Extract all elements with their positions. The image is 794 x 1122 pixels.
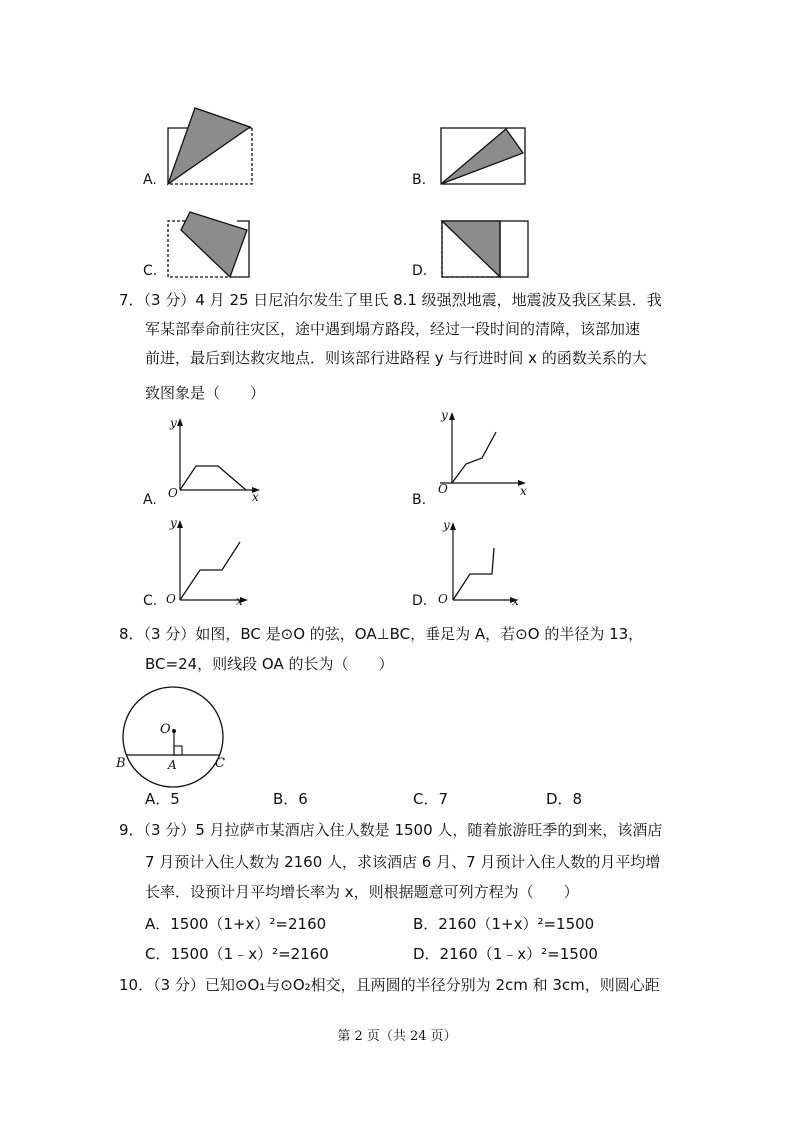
q9-option-b: B．2160（1+x）²=1500 bbox=[413, 915, 595, 933]
q6-option-c-label: C. bbox=[143, 263, 158, 279]
q10-text: 已知⊙O₁与⊙O₂相交，且两圆的半径分别为 2cm 和 3cm，则圆心距 bbox=[204, 976, 660, 994]
q7-a-y-label: y bbox=[170, 416, 177, 430]
q7-c-x-label: x bbox=[236, 594, 243, 608]
q7-line-4: 致图象是（ ） bbox=[145, 384, 266, 402]
q7-c-y-label: y bbox=[170, 516, 177, 530]
q7-b-x-label: x bbox=[520, 484, 527, 498]
q8-option-c: C．7 bbox=[413, 790, 449, 808]
q7-b-y-label: y bbox=[441, 408, 448, 422]
q7-option-d-label: D. bbox=[412, 593, 428, 609]
q6-option-d-label: D. bbox=[412, 263, 428, 279]
q8-line-1: 如图，BC 是⊙O 的弦，OA⊥BC，垂足为 A，若⊙O 的半径为 13， bbox=[195, 625, 644, 643]
q7-c-origin: O bbox=[166, 592, 176, 606]
q8-option-d: D．8 bbox=[546, 790, 583, 808]
q8-line-2: BC=24，则线段 OA 的长为（ ） bbox=[145, 655, 394, 673]
q8-option-a: A．5 bbox=[145, 790, 180, 808]
q9-option-a: A．1500（1+x）²=2160 bbox=[145, 915, 327, 933]
q7-b-origin: O bbox=[438, 482, 448, 496]
q9-line-2: 7 月预计入住人数为 2160 人，求该酒店 6 月、7 月预计入住人数的月平均增 bbox=[145, 853, 661, 871]
q7-d-origin: O bbox=[438, 592, 448, 606]
q7-score: （3 分） bbox=[143, 291, 196, 309]
q9-option-c: C．1500（1﹣x）²=2160 bbox=[145, 945, 329, 963]
q7-option-a-label: A. bbox=[143, 492, 157, 508]
q8-label-a: A bbox=[168, 758, 177, 772]
q9-option-d: D．2160（1﹣x）²=1500 bbox=[413, 945, 598, 963]
q9-line-1: 5 月拉萨市某酒店入住人数是 1500 人，随着旅游旺季的到来，该酒店 bbox=[195, 821, 663, 839]
q7-option-b-label: B. bbox=[412, 492, 427, 508]
page-footer: 第 2 页（共 24 页） bbox=[337, 1029, 457, 1044]
q8-option-b: B．6 bbox=[273, 790, 308, 808]
q7-a-origin: O bbox=[168, 486, 178, 500]
q8-number: 8． bbox=[119, 625, 144, 643]
q8-label-c: C bbox=[215, 756, 225, 771]
q7-line-3: 前进，最后到达救灾地点．则该部行进路程 y 与行进时间 x 的函数关系的大 bbox=[145, 349, 647, 367]
q9-line-3: 长率．设预计月平均增长率为 x，则根据题意可列方程为（ ） bbox=[145, 883, 579, 901]
q8-score: （3 分） bbox=[143, 625, 196, 643]
q9-number: 9． bbox=[119, 821, 144, 839]
q6-option-b-label: B. bbox=[412, 172, 427, 188]
q7-a-x-label: x bbox=[252, 490, 259, 504]
q7-option-c-label: C. bbox=[143, 593, 158, 609]
q9-score: （3 分） bbox=[143, 821, 196, 839]
q7-number: 7． bbox=[119, 291, 144, 309]
q7-d-y-label: y bbox=[443, 518, 450, 532]
q6-option-a-label: A. bbox=[143, 172, 157, 188]
q8-label-b: B bbox=[116, 756, 126, 771]
q7-d-x-label: x bbox=[512, 594, 519, 608]
q10-score: （3 分） bbox=[153, 976, 205, 994]
q10-number: 10． bbox=[119, 976, 154, 994]
q7-line-2: 军某部奉命前往灾区，途中遇到塌方路段，经过一段时间的清障，该部加速 bbox=[145, 320, 641, 338]
q7-line-1: 4 月 25 日尼泊尔发生了里氏 8.1 级强烈地震，地震波及我区某县．我 bbox=[195, 291, 662, 309]
q8-label-o: O bbox=[160, 722, 171, 737]
